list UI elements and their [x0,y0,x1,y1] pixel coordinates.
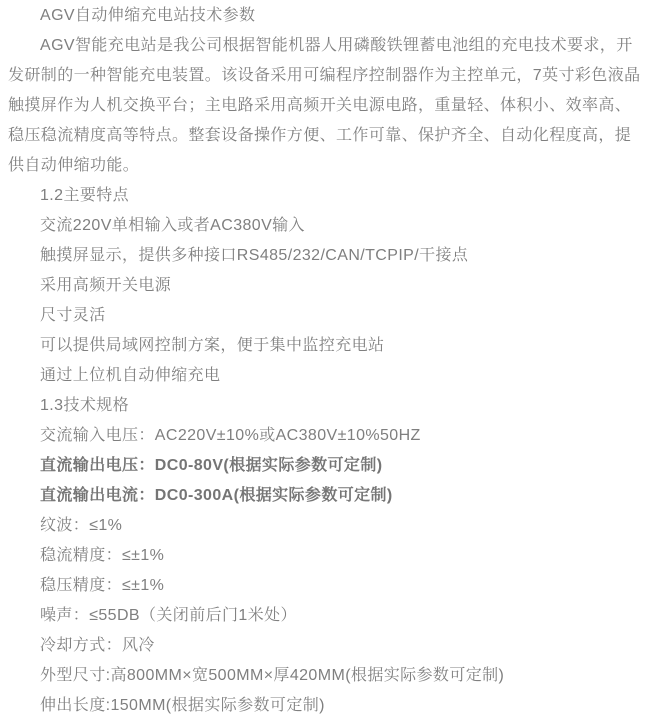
feature-item-lan-control: 可以提供局域网控制方案，便于集中监控充电站 [40,337,385,354]
page-title: AGV自动伸缩充电站技术参数 [40,7,256,24]
spec-item-ripple: 纹波：≤1% [40,517,123,534]
spec-item-cooling: 冷却方式：风冷 [40,637,155,654]
spec-item-ac-input-voltage: 交流输入电压：AC220V±10%或AC380V±10%50HZ [40,427,421,444]
spec-item-noise: 噪声：≤55DB（关闭前后门1米处） [40,607,297,624]
feature-item-hf-switching-power: 采用高频开关电源 [40,277,172,294]
spec-item-dimensions: 外型尺寸:高800MM×宽500MM×厚420MM(根据实际参数可定制) [40,667,505,684]
spec-item-dc-output-current: 直流输出电流：DC0-300A(根据实际参数可定制) [40,487,393,504]
intro-paragraph: AGV智能充电站是我公司根据智能机器人用磷酸铁锂蓄电池组的充电技术要求，开发研制的一种智能充电装置。该设备采用可编程序控制器作为主控单元，7英寸彩色液晶触摸屏作为人机交换平台；主电路采用高频开关电源电路，重量轻、体积小、效率高、稳压稳流精度高等特点。整套设备操作方便、工作可靠、保护齐全、自动化程度高，提供自动伸缩功能。 [8,37,641,174]
feature-item-flexible-size: 尺寸灵活 [40,307,106,324]
spec-item-extension-length: 伸出长度:150MM(根据实际参数可定制) [40,697,325,714]
spec-item-current-regulation: 稳流精度：≤±1% [40,547,165,564]
feature-item-touchscreen-interfaces: 触摸屏显示，提供多种接口RS485/232/CAN/TCPIP/干接点 [40,247,469,264]
feature-item-ac-input: 交流220V单相输入或者AC380V输入 [40,217,305,234]
features-heading: 1.2主要特点 [40,187,130,204]
spec-item-voltage-regulation: 稳压精度：≤±1% [40,577,165,594]
feature-item-host-auto-charge: 通过上位机自动伸缩充电 [40,367,221,384]
specs-heading: 1.3技术规格 [40,397,130,414]
spec-item-dc-output-voltage: 直流输出电压：DC0-80V(根据实际参数可定制) [40,457,383,474]
